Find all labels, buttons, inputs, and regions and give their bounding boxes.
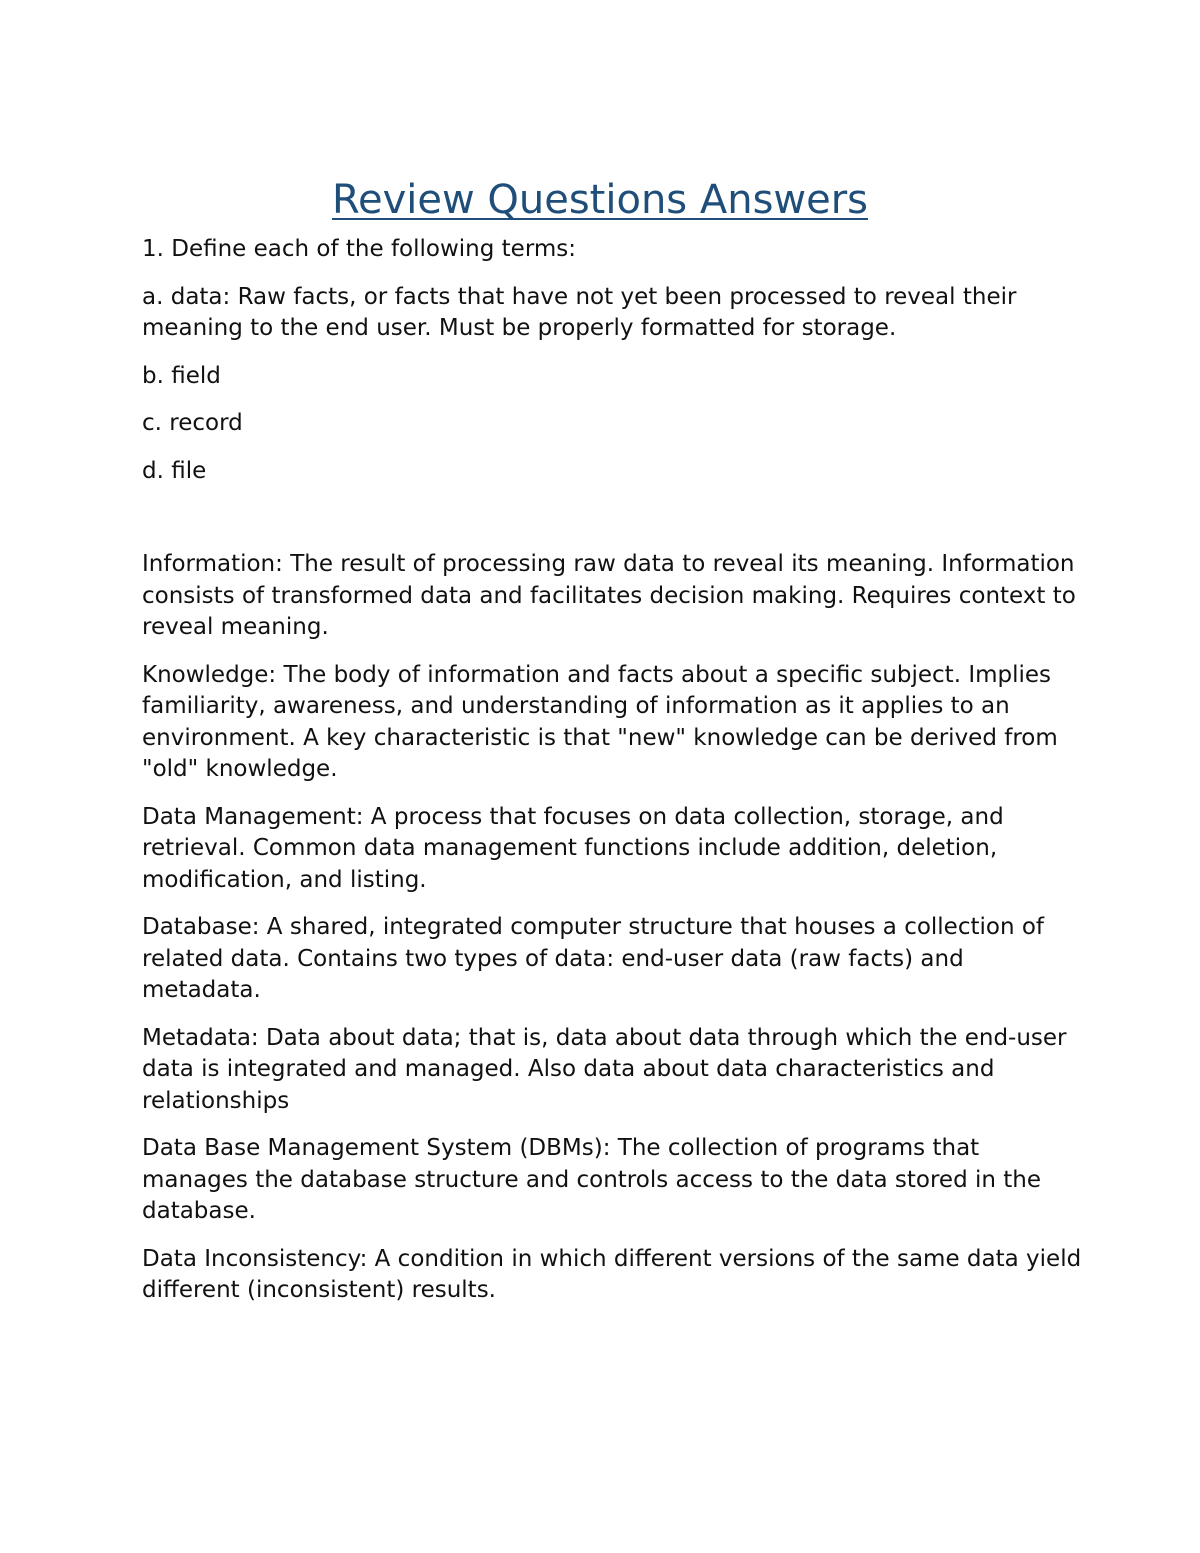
definition-paragraph: Data Base Management System (DBMs): The collection of programs that manages the database structure and controls access to the data stored in the database. [142, 1135, 1041, 1224]
definition-paragraph: Information: The result of processing raw data to reveal its meaning. Information consists of transformed data and facilitates decision making. Requires context to reveal meaning. [142, 551, 1076, 640]
definition-paragraph: Metadata: Data about data; that is, data about data through which the end-user data is integrated and managed. Also data about data characteristics and relationships [142, 1024, 1067, 1114]
term-item: d. file [142, 457, 207, 484]
term-item: c. record [142, 410, 243, 436]
term-item: b. field [142, 362, 221, 389]
term-item: a. data: Raw facts, or facts that have not yet been processed to reveal their meaning to the end user. Must be properly formatted for storage. [142, 283, 1017, 341]
document-title: Review Questions Answers [331, 177, 869, 223]
definition-paragraph: Data Inconsistency: A condition in which different versions of the same data yield different (inconsistent) results. [142, 1245, 1082, 1303]
definition-paragraph: Database: A shared, integrated computer structure that houses a collection of related data. Contains two types of data: end-user data (raw facts) and metadata. [142, 914, 1045, 1003]
definition-paragraph: Data Management: A process that focuses on data collection, storage, and retrieval. Common data management functions include addition, deletion, modification, and listing. [142, 803, 1004, 893]
definition-paragraph: Knowledge: The body of information and facts about a specific subject. Implies familiarity, awareness, and understanding of information as it applies to an environment. A key characteristic is that "new" knowledge can be derived from "old" knowledge. [142, 661, 1058, 782]
question-heading: 1. Define each of the following terms: [142, 236, 577, 262]
paragraph-spacer [142, 503, 1082, 549]
document-body [142, 234, 1082, 1323]
